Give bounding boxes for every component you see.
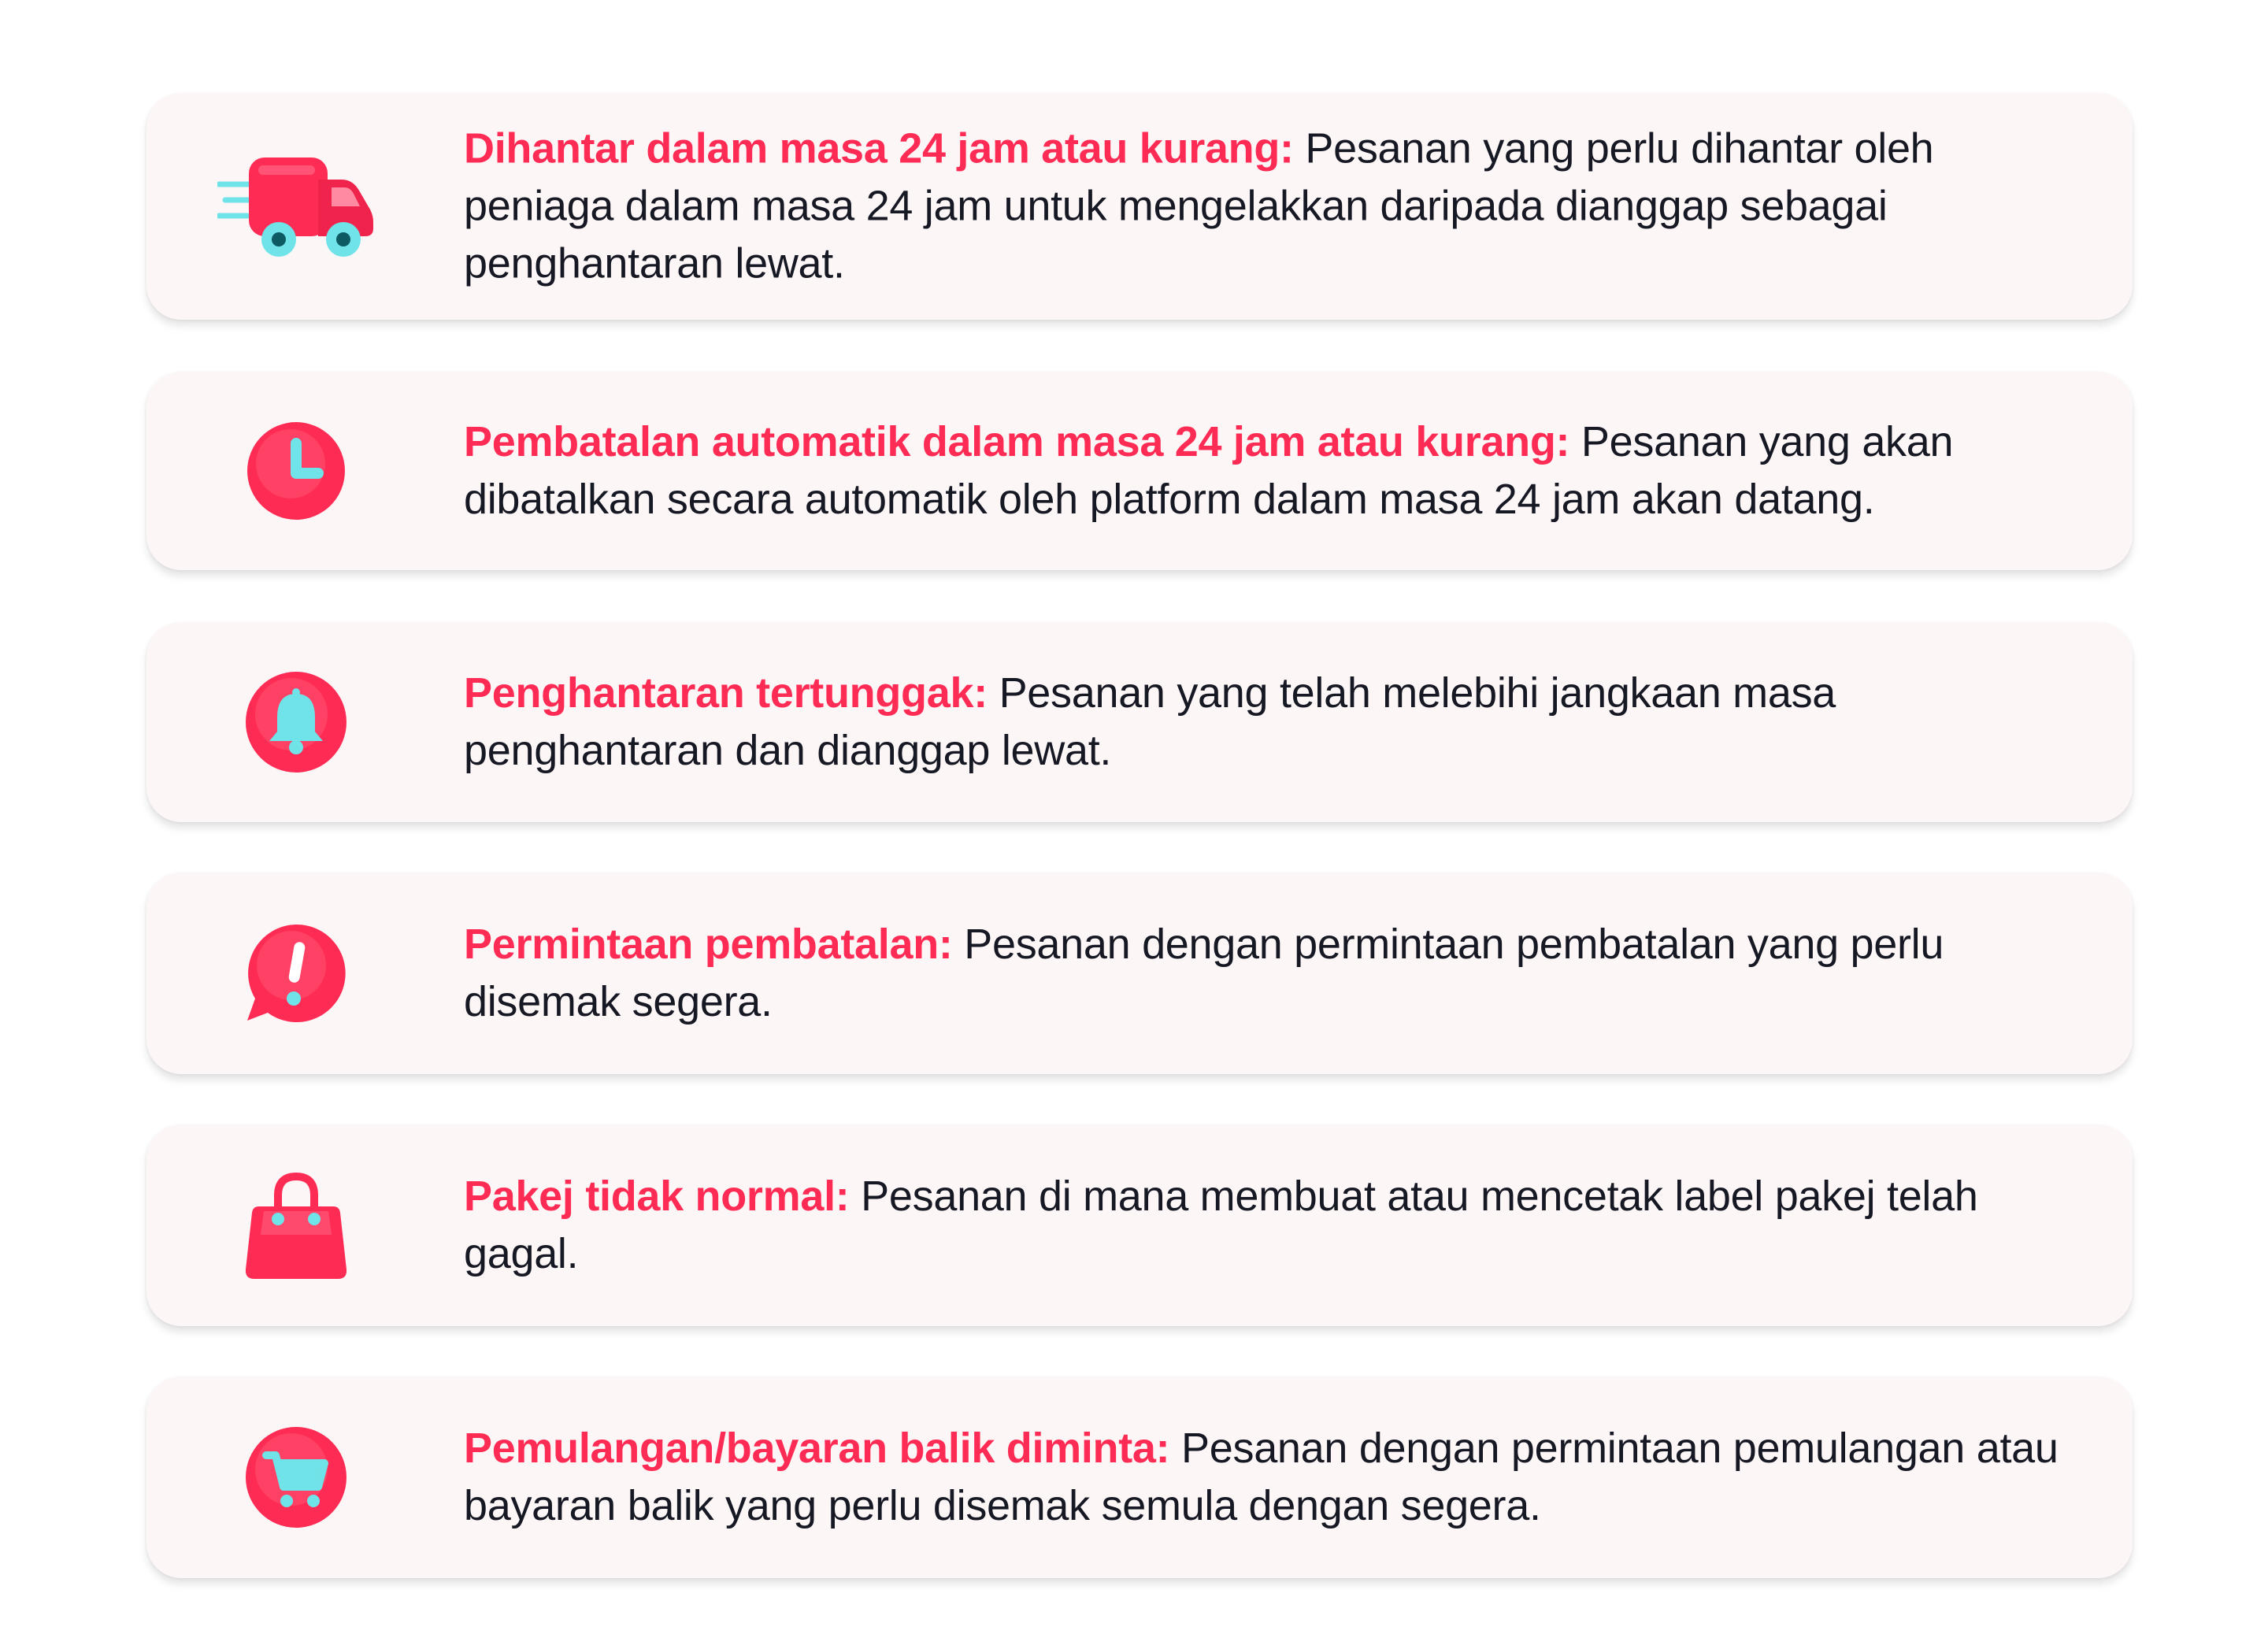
item-description: Pesanan yang perlu dihantar oleh peniaga dalam masa 24 jam untuk mengelakkan daripada dianggap sebagai penghantaran lewat. <box>464 124 1934 287</box>
item-description: Pesanan yang telah melebihi jangkaan masa penghantaran dan dianggap lewat. <box>464 669 1836 774</box>
item-text <box>464 1168 2085 1283</box>
item-title: Penghantaran tertunggak: <box>464 669 988 717</box>
list-item <box>146 873 2133 1074</box>
list-item <box>146 372 2133 570</box>
clock-icon <box>217 392 375 550</box>
item-text <box>464 120 2085 293</box>
item-description: Pesanan yang akan dibatalkan secara automatik oleh platform dalam masa 24 jam akan datang. <box>464 418 1954 523</box>
item-title: Pemulangan/bayaran balik diminta: <box>464 1425 1170 1472</box>
delivery-truck-icon <box>217 128 375 285</box>
item-title: Pakej tidak normal: <box>464 1173 850 1220</box>
shopping-bag-icon <box>217 1147 375 1304</box>
alert-bubble-icon <box>217 895 375 1052</box>
list-item <box>146 1125 2133 1326</box>
item-description: Pesanan dengan permintaan pembatalan yang perlu disemak segera. <box>464 921 1944 1025</box>
item-title: Pembatalan automatik dalam masa 24 jam atau kurang: <box>464 418 1570 465</box>
item-text <box>464 413 2085 528</box>
list-item <box>146 93 2133 320</box>
item-description: Pesanan dengan permintaan pemulangan atau bayaran balik yang perlu disemak semula dengan segera. <box>464 1425 2059 1529</box>
item-title: Dihantar dalam masa 24 jam atau kurang: <box>464 124 1294 172</box>
list-item <box>146 1377 2133 1578</box>
item-text <box>464 916 2085 1031</box>
bell-icon <box>217 643 375 801</box>
item-text <box>464 665 2085 780</box>
list-item <box>146 622 2133 822</box>
item-title: Permintaan pembatalan: <box>464 921 953 968</box>
shopping-cart-icon <box>217 1399 375 1556</box>
item-text <box>464 1420 2085 1535</box>
item-description: Pesanan di mana membuat atau mencetak label pakej telah gagal. <box>464 1173 1978 1277</box>
